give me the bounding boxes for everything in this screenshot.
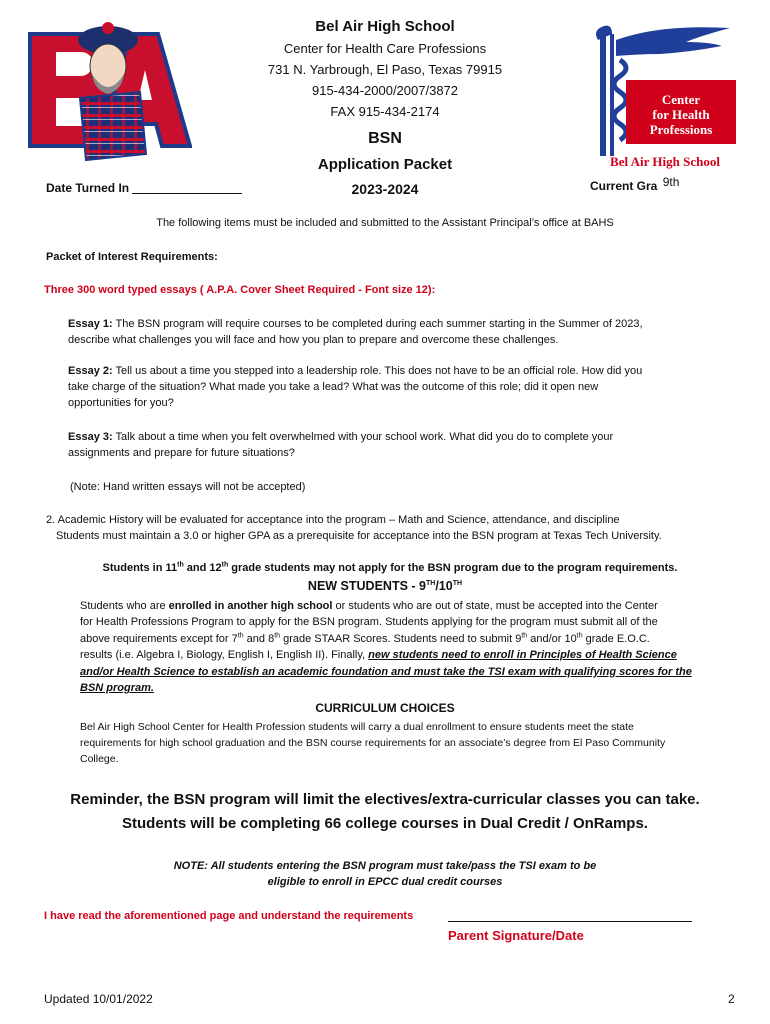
essay-1-line2: describe what challenges you will face and how you plan to prepare and overcome these challenges. bbox=[68, 334, 559, 346]
ns-line5: and/or Health Science to establish an academic foundation and must take the TSI exam with qualifying scores for the bbox=[80, 665, 692, 678]
right-logo-line3: Professions bbox=[649, 122, 713, 137]
date-turned-in-field bbox=[46, 180, 242, 196]
right-logo-school: Bel Air High School bbox=[610, 154, 720, 169]
curriculum-heading: CURRICULUM CHOICES bbox=[315, 701, 455, 715]
new-students-heading-sup1: TH bbox=[425, 579, 436, 587]
ns-line3-e: grade E.O.C. bbox=[582, 632, 650, 645]
ns-line1-a: Students who are bbox=[80, 600, 169, 612]
bel-air-logo bbox=[22, 14, 192, 164]
essay-note: (Note: Hand written essays will not be accepted) bbox=[70, 481, 306, 493]
academic-line2: Students must maintain a 3.0 or higher GPA as a prerequisite for acceptance into the BSN program at Texas Tech University. bbox=[56, 530, 662, 542]
ns-line3-d: and/or 10 bbox=[527, 632, 577, 645]
grade-notice-part1: Students in 11 bbox=[102, 562, 178, 574]
essay-2-line1: Tell us about a time you stepped into a leadership role. This does not have to be an official role. How did you bbox=[115, 365, 643, 377]
grade-notice-sup1: th bbox=[177, 561, 184, 569]
new-students-paragraph bbox=[80, 598, 740, 696]
ns-line4-b: new students need to enroll in Principles of Health Science bbox=[368, 649, 677, 662]
address: 731 N. Yarbrough, El Paso, Texas 79915 bbox=[267, 62, 503, 77]
date-turned-in-line[interactable] bbox=[132, 182, 242, 194]
essay-2-label: Essay 2: bbox=[68, 365, 113, 377]
current-grade-label: Current Gra bbox=[590, 179, 658, 193]
new-students-heading-part1: NEW STUDENTS - 9 bbox=[307, 579, 426, 593]
signature-line[interactable] bbox=[448, 921, 692, 922]
ns-line3-b: and 8 bbox=[243, 632, 275, 645]
grade-notice-sup2: th bbox=[221, 561, 229, 569]
ns-line3-sup1: th bbox=[237, 632, 244, 640]
ns-line4-a: results (i.e. Algebra I, Biology, English I, English II). Finally, bbox=[80, 649, 369, 662]
ns-line1-c: or students who are out of state, must be accepted into the Center bbox=[332, 600, 658, 612]
center-name: Center for Health Care Professions bbox=[283, 41, 487, 56]
new-students-heading-part2: /10 bbox=[435, 579, 453, 593]
ns-line1-b: enrolled in another high school bbox=[168, 600, 333, 612]
essay-3-label: Essay 3: bbox=[68, 431, 113, 443]
ns-line3-sup3: th bbox=[521, 632, 528, 640]
program-title: BSN bbox=[368, 130, 402, 147]
current-grade-field bbox=[590, 175, 680, 194]
header-block bbox=[200, 16, 570, 200]
intro-text: The following items must be included and submitted to the Assistant Principal’s office at BAHS bbox=[156, 217, 614, 229]
curriculum-paragraph bbox=[80, 719, 750, 767]
date-turned-in-label: Date Turned In bbox=[46, 181, 130, 195]
essay-3-line2: assignments and prepare for future situations? bbox=[68, 447, 295, 459]
page-number: 2 bbox=[728, 992, 735, 1006]
essay-3-line1: Talk about a time when you felt overwhelmed with your school work. What did you do to complete your bbox=[115, 431, 614, 443]
fax: FAX 915-434-2174 bbox=[330, 104, 440, 119]
bel-air-logo-graphic bbox=[22, 14, 192, 164]
right-logo-text bbox=[626, 92, 736, 137]
reminder-line1: Reminder, the BSN program will limit the electives/extra-curricular classes you can take. bbox=[70, 791, 700, 808]
essays-heading: Three 300 word typed essays ( A.P.A. Cover Sheet Required - Font size 12): bbox=[44, 284, 436, 296]
right-logo-line1: Center bbox=[661, 92, 701, 107]
tsi-note-line2: eligible to enroll in EPCC dual credit courses bbox=[267, 876, 503, 888]
footer-updated: Updated 10/01/2022 bbox=[44, 992, 153, 1006]
curriculum-line3: College. bbox=[80, 753, 119, 765]
center-for-health-professions-logo bbox=[590, 20, 738, 172]
ns-line3-sup2: th bbox=[274, 632, 281, 640]
left-logo-text bbox=[0, 0, 1, 1]
year: 2023-2024 bbox=[351, 181, 419, 197]
essay-2 bbox=[68, 363, 728, 411]
signature-label: Parent Signature/Date bbox=[448, 928, 584, 943]
current-grade-value[interactable]: 9th bbox=[662, 175, 680, 189]
tsi-note-line1: NOTE: All students entering the BSN program must take/pass the TSI exam to be bbox=[173, 860, 597, 872]
grade-notice-part3: grade students may not apply for the BSN program due to the program requirements. bbox=[228, 562, 678, 574]
new-students-heading-sup2: TH bbox=[452, 579, 463, 587]
ns-line2: for Health Professions Program to apply for the BSN program. Students applying for the program must submit all of the bbox=[80, 616, 658, 629]
packet-title: Application Packet bbox=[317, 156, 453, 173]
essay-1 bbox=[68, 316, 728, 348]
ns-line6: BSN program. bbox=[80, 682, 154, 695]
ns-line3-a: above requirements except for 7 bbox=[80, 632, 238, 645]
academic-line1: 2. Academic History will be evaluated for acceptance into the program – Math and Science, attendance, and discipline bbox=[46, 514, 620, 526]
reminder-line2: Students will be completing 66 college courses in Dual Credit / OnRamps. bbox=[122, 815, 648, 832]
essay-1-line1: The BSN program will require courses to be completed during each summer starting in the Summer of 2023, bbox=[115, 318, 643, 330]
signature-statement: I have read the aforementioned page and understand the requirements bbox=[44, 910, 414, 922]
reminder bbox=[0, 788, 770, 836]
requirements-heading: Packet of Interest Requirements: bbox=[46, 251, 218, 263]
phone: 915-434-2000/2007/3872 bbox=[311, 83, 459, 98]
essay-2-line2: take charge of the situation? What made you take a lead? What was the outcome of this role; did it open new bbox=[68, 381, 599, 393]
essay-3 bbox=[68, 429, 728, 461]
new-students-heading bbox=[0, 578, 770, 594]
curriculum-line2: requirements for high school graduation and the BSN course requirements for an associate’s degree from El Paso Community bbox=[80, 737, 666, 749]
ns-line3-c: grade STAAR Scores. Students need to submit 9 bbox=[280, 632, 522, 645]
ns-line3-sup4: th bbox=[576, 632, 583, 640]
essay-2-line3: opportunities for you? bbox=[68, 397, 174, 409]
curriculum-line1: Bel Air High School Center for Health Profession students will carry a dual enrollment to ensure students meet the state bbox=[80, 721, 634, 733]
tsi-note bbox=[0, 858, 770, 890]
essay-1-label: Essay 1: bbox=[68, 318, 113, 330]
academic-history bbox=[46, 512, 746, 544]
grade-notice bbox=[0, 561, 770, 576]
grade-notice-part2: and 12 bbox=[183, 562, 222, 574]
school-name: Bel Air High School bbox=[315, 18, 455, 35]
right-logo-line2: for Health bbox=[652, 107, 710, 122]
